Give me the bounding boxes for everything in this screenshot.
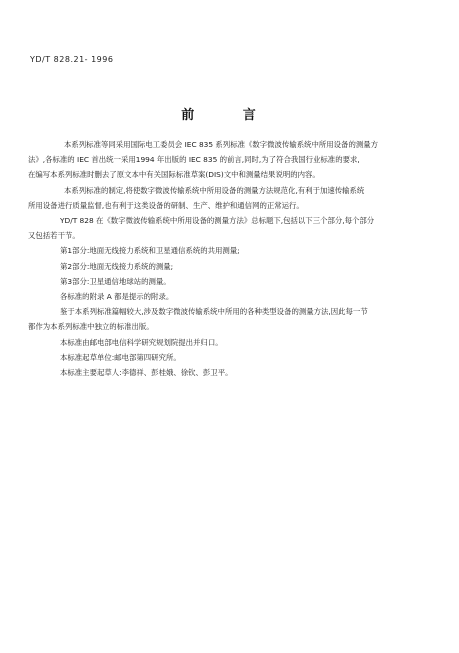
paragraph-line: 本标准主要起草人:李德祥、彭桂娥、徐钦、彭卫平。 [60, 368, 233, 378]
page-title: 前 言 [181, 108, 278, 123]
paragraph-line: 所用设备进行质量监督,也有利于这类设备的研制、生产、维护和通信网的正常运行。 [28, 200, 304, 210]
paragraph-line: 本系列标准等同采用国际电工委员会 IEC 835 系列标准《数字微波传输系统中所用设备的测量方 [64, 140, 379, 149]
paragraph-line: 都作为本系列标准中独立的标准出版。 [28, 322, 154, 332]
paragraph-line: 法》,各标准的 IEC 首出统一采用1994 年出版的 IEC 835 的前言,同时,为了符合我国行业标准的要求, [28, 155, 360, 165]
paragraph-line: 各标准的附录 A 都是提示的附录。 [60, 292, 174, 302]
paragraph-line: 本系列标准的制定,将使数字微波传输系统中所用设备的测量方法规范化,有利于加速传输系统 [64, 185, 365, 195]
preface-body [28, 137, 432, 380]
paragraph-line: 本标准起草单位:邮电部第四研究所。 [60, 352, 181, 362]
paragraph-line: 鉴于本系列标准篇幅较大,涉及数字微波传输系统中所用的各种类型设备的测量方法,因此每一节 [60, 307, 368, 317]
paragraph-line: 第2部分:地面无线接力系统的测量; [60, 261, 174, 271]
paragraph-line: 本标准由邮电部电信科学研究规划院提出并归口。 [60, 337, 223, 347]
paragraph-line: 又包括若干节。 [28, 231, 80, 241]
paragraph-line: 在编写本系列标准时删去了原文本中有关国际标准草案(DIS)文中和测量结果说明的内容。 [28, 170, 320, 180]
paragraph-line: 第1部分:地面无线接力系统和卫星通信系统的共用测量; [60, 246, 240, 256]
standard-code: YD/T 828.21- 1996 [30, 55, 114, 64]
paragraph-line: YD/T 828 在《数字微波传输系统中所用设备的测量方法》总标题下,包括以下三个部分,每个部分 [60, 216, 375, 226]
paragraph-line: 第3部分:卫星通信地球站的测量。 [60, 276, 171, 286]
